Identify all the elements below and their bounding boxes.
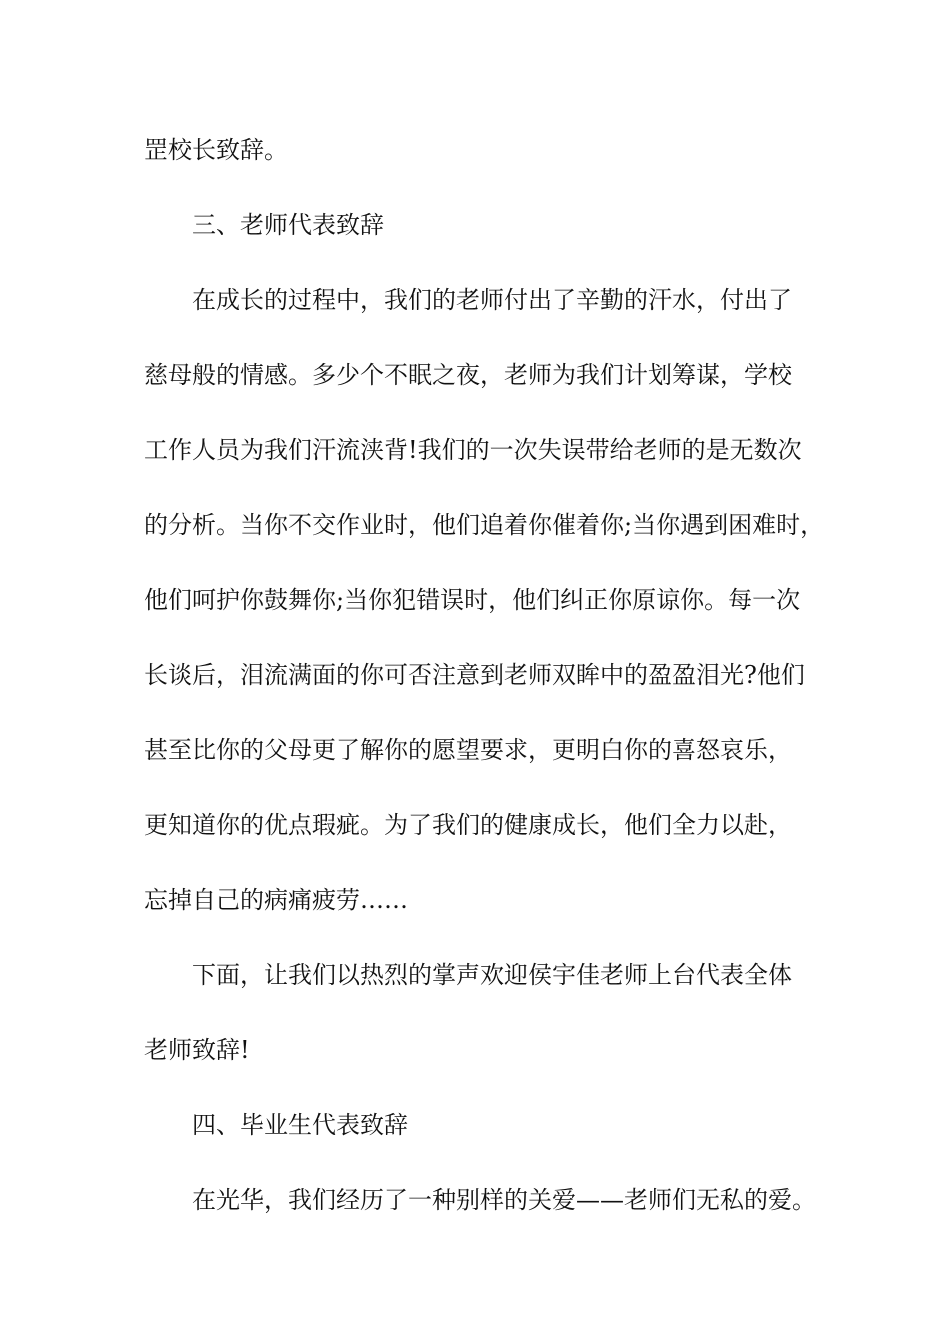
paragraph-line: 的分析。当你不交作业时，他们追着你催着你;当你遇到困难时，: [144, 511, 825, 539]
paragraph-line: 甚至比你的父母更了解你的愿望要求，更明白你的喜怒哀乐，: [144, 736, 792, 764]
paragraph-line: 慈母般的情感。多少个不眠之夜，老师为我们计划筹谋，学校: [144, 361, 792, 389]
paragraph-line: 在成长的过程中，我们的老师付出了辛勤的汗水，付出了: [192, 286, 792, 314]
section-heading: 三、老师代表致辞: [192, 211, 384, 239]
paragraph-line: 长谈后，泪流满面的你可否注意到老师双眸中的盈盈泪光?他们: [144, 661, 805, 689]
paragraph-line: 老师致辞!: [144, 1036, 250, 1064]
paragraph-line: 更知道你的优点瑕疵。为了我们的健康成长，他们全力以赴，: [144, 811, 792, 839]
paragraph-line: 在光华，我们经历了一种别样的关爱——老师们无私的爱。: [192, 1186, 816, 1214]
section-heading: 四、毕业生代表致辞: [192, 1111, 408, 1139]
paragraph-line: 忘掉自己的病痛疲劳……: [144, 886, 408, 914]
paragraph-line: 工作人员为我们汗流浃背!我们的一次失误带给老师的是无数次: [144, 436, 802, 464]
text-line: 罡校长致辞。: [144, 136, 288, 164]
paragraph-line: 下面，让我们以热烈的掌声欢迎侯宇佳老师上台代表全体: [192, 961, 792, 989]
paragraph-line: 他们呵护你鼓舞你;当你犯错误时，他们纠正你原谅你。每一次: [144, 586, 801, 614]
